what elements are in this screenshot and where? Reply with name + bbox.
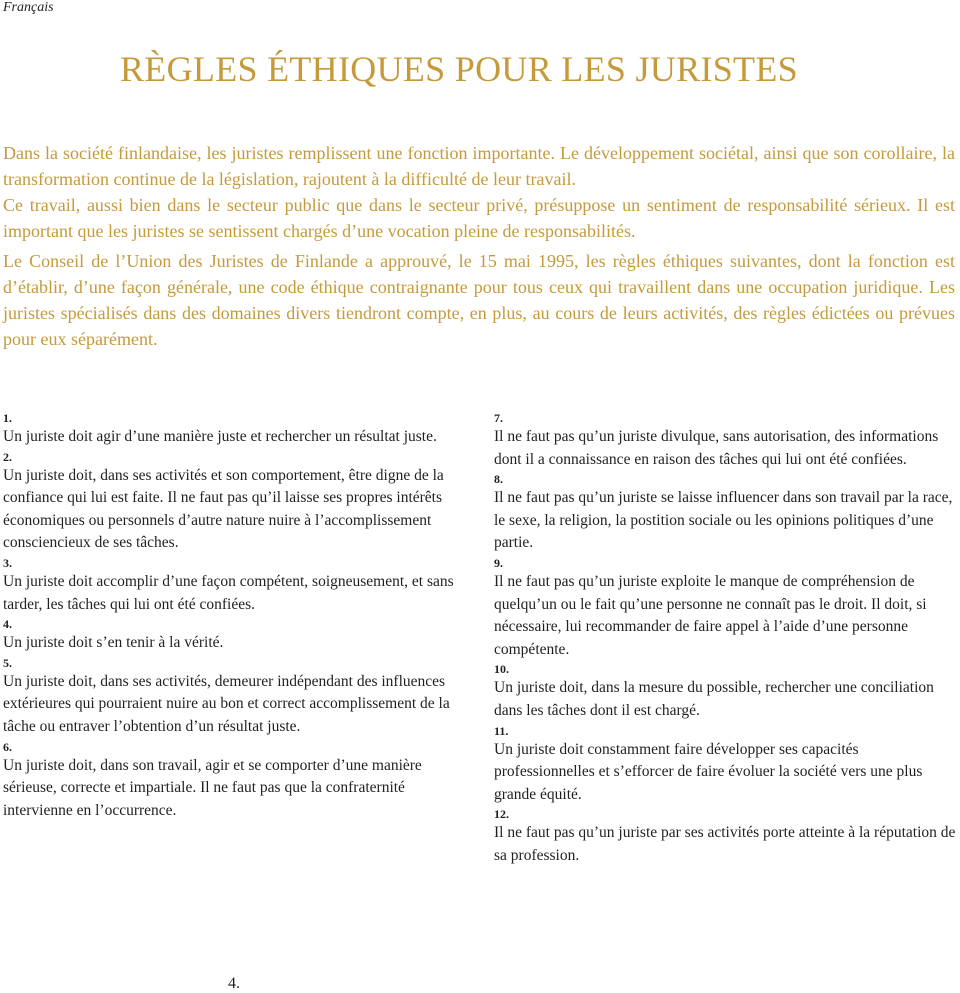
rule-number: 2. [3, 449, 12, 464]
rule-text: Un juriste doit, dans ses activités et son comportement, être digne de la confiance qui lui est faite. Il ne faut pas qu’il laisse ses propres intérêts économiques ou personnels d’autre nature nuire à l’accomplissement consciencieux de ses tâches. [3, 466, 444, 552]
rule-item [3, 555, 458, 616]
rule-number: 12. [494, 807, 509, 822]
page-title: RÈGLES ÉTHIQUES POUR LES JURISTES [120, 49, 798, 89]
rule-item [494, 661, 956, 722]
rule-item [494, 723, 956, 807]
rule-text: Il ne faut pas qu’un juriste exploite le manque de compréhension de quelqu’un ou le fait qu’une personne ne connaît pas le droit. Il doit, si nécessaire, lui recommander de faire appel à l’aide d’une personne compétente. [494, 572, 927, 658]
rule-item [3, 616, 458, 655]
rule-item [3, 655, 458, 739]
intro-paragraph-1: Dans la société finlandaise, les juristes remplissent une fonction importante. Le développement sociétal, ainsi que son corollaire, la transformation continue de la législation, rajoutent à la difficulté de leur travail. [3, 143, 955, 189]
rule-item [494, 806, 956, 867]
rule-text: Un juriste doit agir d’une manière juste et rechercher un résultat juste. [3, 428, 437, 445]
rule-item [494, 555, 956, 661]
rule-item [494, 410, 956, 471]
intro-paragraph-2: Ce travail, aussi bien dans le secteur public que dans le secteur privé, présuppose un sentiment de responsabilité sérieux. Il est important que les juristes se sentissent chargés d’une vocation pleine de responsabilités. [3, 195, 955, 241]
rule-number: 8. [494, 472, 503, 487]
rule-number: 5. [3, 655, 12, 670]
rule-number: 7. [494, 411, 503, 425]
rules-column-left [3, 410, 458, 822]
rule-number: 10. [494, 662, 509, 677]
rule-number: 4. [3, 617, 12, 632]
intro-paragraph-3: Le Conseil de l’Union des Juristes de Finlande a approuvé, le 15 mai 1995, les règles éthiques suivantes, dont la fonction est d’établir, d’une façon générale, une code éthique contraignante pour tous ceux qui travaillent dans une occupation juridique. Les juristes spécialisés dans des domaines divers tiendront compte, en plus, au cours de leurs activités, des règles édictées ou prévues pour eux séparément. [3, 251, 955, 349]
rule-number: 1. [3, 411, 12, 425]
page-number: 4. [228, 975, 240, 992]
rules-column-right [494, 410, 956, 868]
rule-text: Il ne faut pas qu’un juriste se laisse influencer dans son travail par la race, le sexe, la religion, la postition sociale ou les opinions politiques d’une partie. [494, 489, 953, 552]
language-label: Français [3, 0, 54, 15]
rule-text: Un juriste doit, dans ses activités, demeurer indépendant des influences extérieures qui pourraient nuire au bon et correct accomplissement de la tâche ou entraver l’obtention d’un résultat juste. [3, 672, 450, 735]
rule-item [3, 739, 458, 823]
rule-text: Un juriste doit, dans la mesure du possible, rechercher une conciliation dans les tâches dont il est chargé. [494, 679, 934, 719]
rule-number: 9. [494, 555, 503, 570]
rule-item [494, 471, 956, 555]
rule-text: Un juriste doit accomplir d’une façon compétent, soigneusement, et sans tarder, les tâches qui lui ont été confiées. [3, 572, 454, 613]
rule-text: Il ne faut pas qu’un juriste par ses activités porte atteinte à la réputation de sa profession. [494, 824, 956, 864]
intro-section [3, 140, 955, 352]
rule-number: 6. [3, 739, 12, 754]
rule-text: Un juriste doit constamment faire développer ses capacités professionnelles et s’efforcer de faire évoluer la société vers une plus grande équité. [494, 740, 923, 803]
rule-text: Il ne faut pas qu’un juriste divulque, sans autorisation, des informations dont il a connaissance en raison des tâches qui lui ont été confiées. [494, 428, 939, 468]
rule-number: 11. [494, 723, 509, 738]
rule-item [3, 449, 458, 555]
rule-item [3, 410, 458, 449]
rule-text: Un juriste doit s’en tenir à la vérité. [3, 634, 224, 652]
rule-number: 3. [3, 555, 12, 570]
rule-text: Un juriste doit, dans son travail, agir et se comporter d’une manière sérieuse, correcte et impartiale. Il ne faut pas que la confraternité intervienne en l’occurrence. [3, 756, 422, 819]
